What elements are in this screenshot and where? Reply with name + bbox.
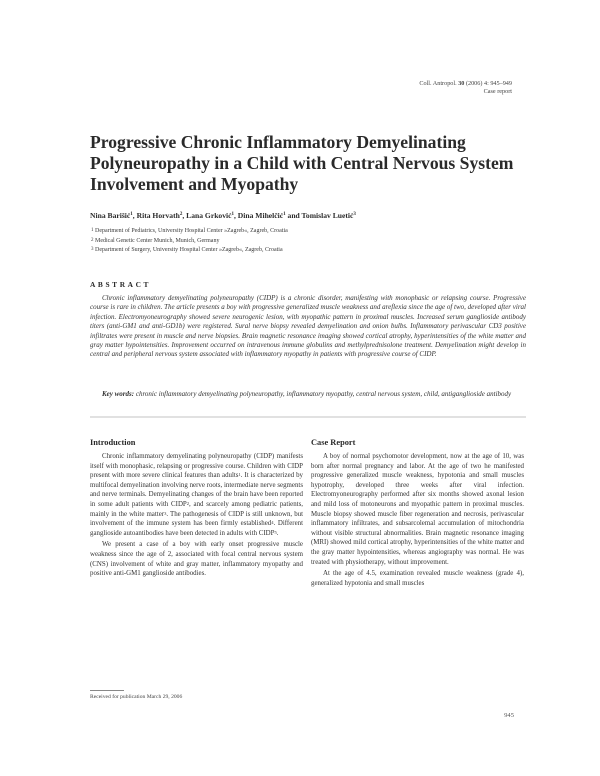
- author-separator: ,: [234, 211, 238, 220]
- page-number: 945: [504, 712, 514, 719]
- journal-issue-pages: (2006) 4: 945–949: [465, 80, 512, 87]
- article-title: Progressive Chronic Inflammatory Demyelinating Polyneuropathy in a Child with Central Nervous System Involvement and Myopathy: [90, 132, 514, 194]
- keywords-label: Key words:: [102, 390, 135, 398]
- affiliation: $^3$ Department of Surgery, University Hospital Center »Zagreb«, Zagreb, Croatia: [91, 247, 283, 254]
- journal-name: Coll. Antropol.: [419, 80, 457, 87]
- affiliation-number: 1: [91, 228, 94, 233]
- introduction-heading: Introduction: [90, 438, 136, 447]
- body-paragraph: At the age of 4.5, examination revealed muscle weakness (grade 4), generalized hypotonia and small muscles: [311, 570, 524, 587]
- author-name: Rita Horvath$^2$: [136, 211, 183, 220]
- citation-reference[interactable]: 5: [274, 529, 277, 535]
- introduction-body: [90, 452, 303, 579]
- citation-reference[interactable]: 4: [271, 520, 274, 526]
- author-list: [90, 211, 550, 221]
- case-report-heading: Case Report: [311, 438, 356, 447]
- author-separator: ,: [132, 211, 137, 220]
- author-separator: ,: [182, 211, 187, 220]
- running-head: [419, 80, 512, 96]
- affiliation: $^2$ Medical Genetic Center Munich, Munich, Germany: [91, 237, 220, 244]
- journal-volume: 30: [458, 80, 465, 87]
- affiliation-list: [91, 227, 551, 256]
- citation-reference[interactable]: 3: [164, 510, 167, 516]
- author-separator: and: [285, 211, 302, 220]
- author-name: Lana Grković$^1$: [186, 211, 234, 220]
- author-affiliation-mark: 1: [231, 212, 234, 217]
- body-paragraph: A boy of normal psychomotor development, now at the age of 10, was born after normal pregnancy and labor. At the age of two he manifested progressive generalized muscle weakness, hypotonia and small muscles hypotrophy, developed three weeks after viral infection. Electromyoneurography performed after six months showed axonal lesion and mild loss of motoneurons and myopathic pattern in proximal muscles. Muscle biopsy showed muscle fiber regeneration and necrosis, perivascular inflammatory infiltrates, and subsarcolemal accumulation of mitochondria without visible structural abnormalities. Brain magnetic resonance imaging (MRI) showed mild cortical atrophy, hyperintensities of the white matter and the gray matter hypointensities, whereas angiography was normal. He was treated with physiotherapy, without improvement.: [311, 453, 524, 566]
- affiliation-number: 3: [91, 247, 94, 253]
- left-column: [90, 438, 303, 581]
- case-report-body: [311, 452, 524, 588]
- abstract-heading: ABSTRACT: [90, 280, 152, 289]
- article-type: Case report: [483, 88, 512, 95]
- body-paragraph: We present a case of a boy with early onset progressive muscle weakness since the age of 2, associated with focal central nervous system (CNS) involvement of white and gray matter, inflammatory myopathy and positive anti-GM1 ganglioside antibodies.: [90, 541, 303, 578]
- author-affiliation-mark: 3: [353, 212, 356, 217]
- footnote-divider: [90, 690, 124, 691]
- received-footnote: Received for publication March 29, 2006: [90, 694, 183, 700]
- body-paragraph: Chronic inflammatory demyelinating polyneuropathy (CIDP) manifests itself with monophasic, relapsing or progressive course. Children with CIDP present with more severe clinical features than adults$^1$. It is characterized by multifocal demyelination involving nerve roots, intermediate nerve segments and nerve terminals. Demyelinating changes of the brain have been reported in some adult patients with CIDP$^2$, and scarcely among pediatric patients, mainly in the white matter$^3$. The pathogenesis of CIDP is still unknown, but involvement of the immune system has been firmly established$^4$. Different ganglioside autoantibodies have been detected in adults with CIDP$^5$.: [90, 453, 304, 537]
- affiliation-number: 2: [91, 237, 94, 243]
- citation-reference[interactable]: 2: [186, 500, 190, 506]
- author-affiliation-mark: 1: [283, 212, 286, 217]
- author-affiliation-mark: 2: [179, 212, 183, 217]
- keywords: [90, 390, 526, 399]
- abstract-text: Chronic inflammatory demyelinating polyneuropathy (CIDP) is a chronic disorder, manifesting with monophasic or relapsing course. Progressive course is rare in children. The article presents a boy with progressive generalized muscle weakness and areflexia since the age of two, developed after viral infection. Electromyoneurography showed severe neurogenic lesion, with myopathic pattern in proximal muscles. Increased serum ganglioside antibody titers (anti-GM1 and anti-GD1b) were registered. Sural nerve biopsy revealed demyelination and onion bulbs. Inflammatory perivascular CD3 positive infiltrates were present in muscle and nerve biopsies. Brain magnetic resonance imaging showed cortical atrophy, hyperintensities of the white matter and gray matter hypointensities. Improvement occurred on intravenous immune globulins and methylprednisolone treatment. Demyelination might develop in central and peripheral nervous system associated with inflammatory myopathy in patients with progressive course of CIDP.: [90, 294, 526, 359]
- author-affiliation-mark: 1: [130, 212, 133, 217]
- author-name: Nina Barišić$^1$: [90, 211, 133, 220]
- journal-citation: [419, 80, 512, 88]
- abstract-divider: [90, 416, 526, 418]
- citation-reference[interactable]: 1: [238, 472, 241, 478]
- right-column: [311, 438, 524, 590]
- author-name: Tomislav Luetić$^3$: [301, 211, 356, 220]
- affiliation: $^1$ Department of Pediatrics, University Hospital Center »Zagreb«, Zagreb, Croatia: [91, 228, 288, 234]
- author-name: Dina Mihelčić$^1$: [237, 211, 286, 220]
- keywords-text: chronic inflammatory demyelinating polyneuropathy, inflammatory myopathy, central nervous system, child, antiganglioside antibody: [135, 390, 512, 398]
